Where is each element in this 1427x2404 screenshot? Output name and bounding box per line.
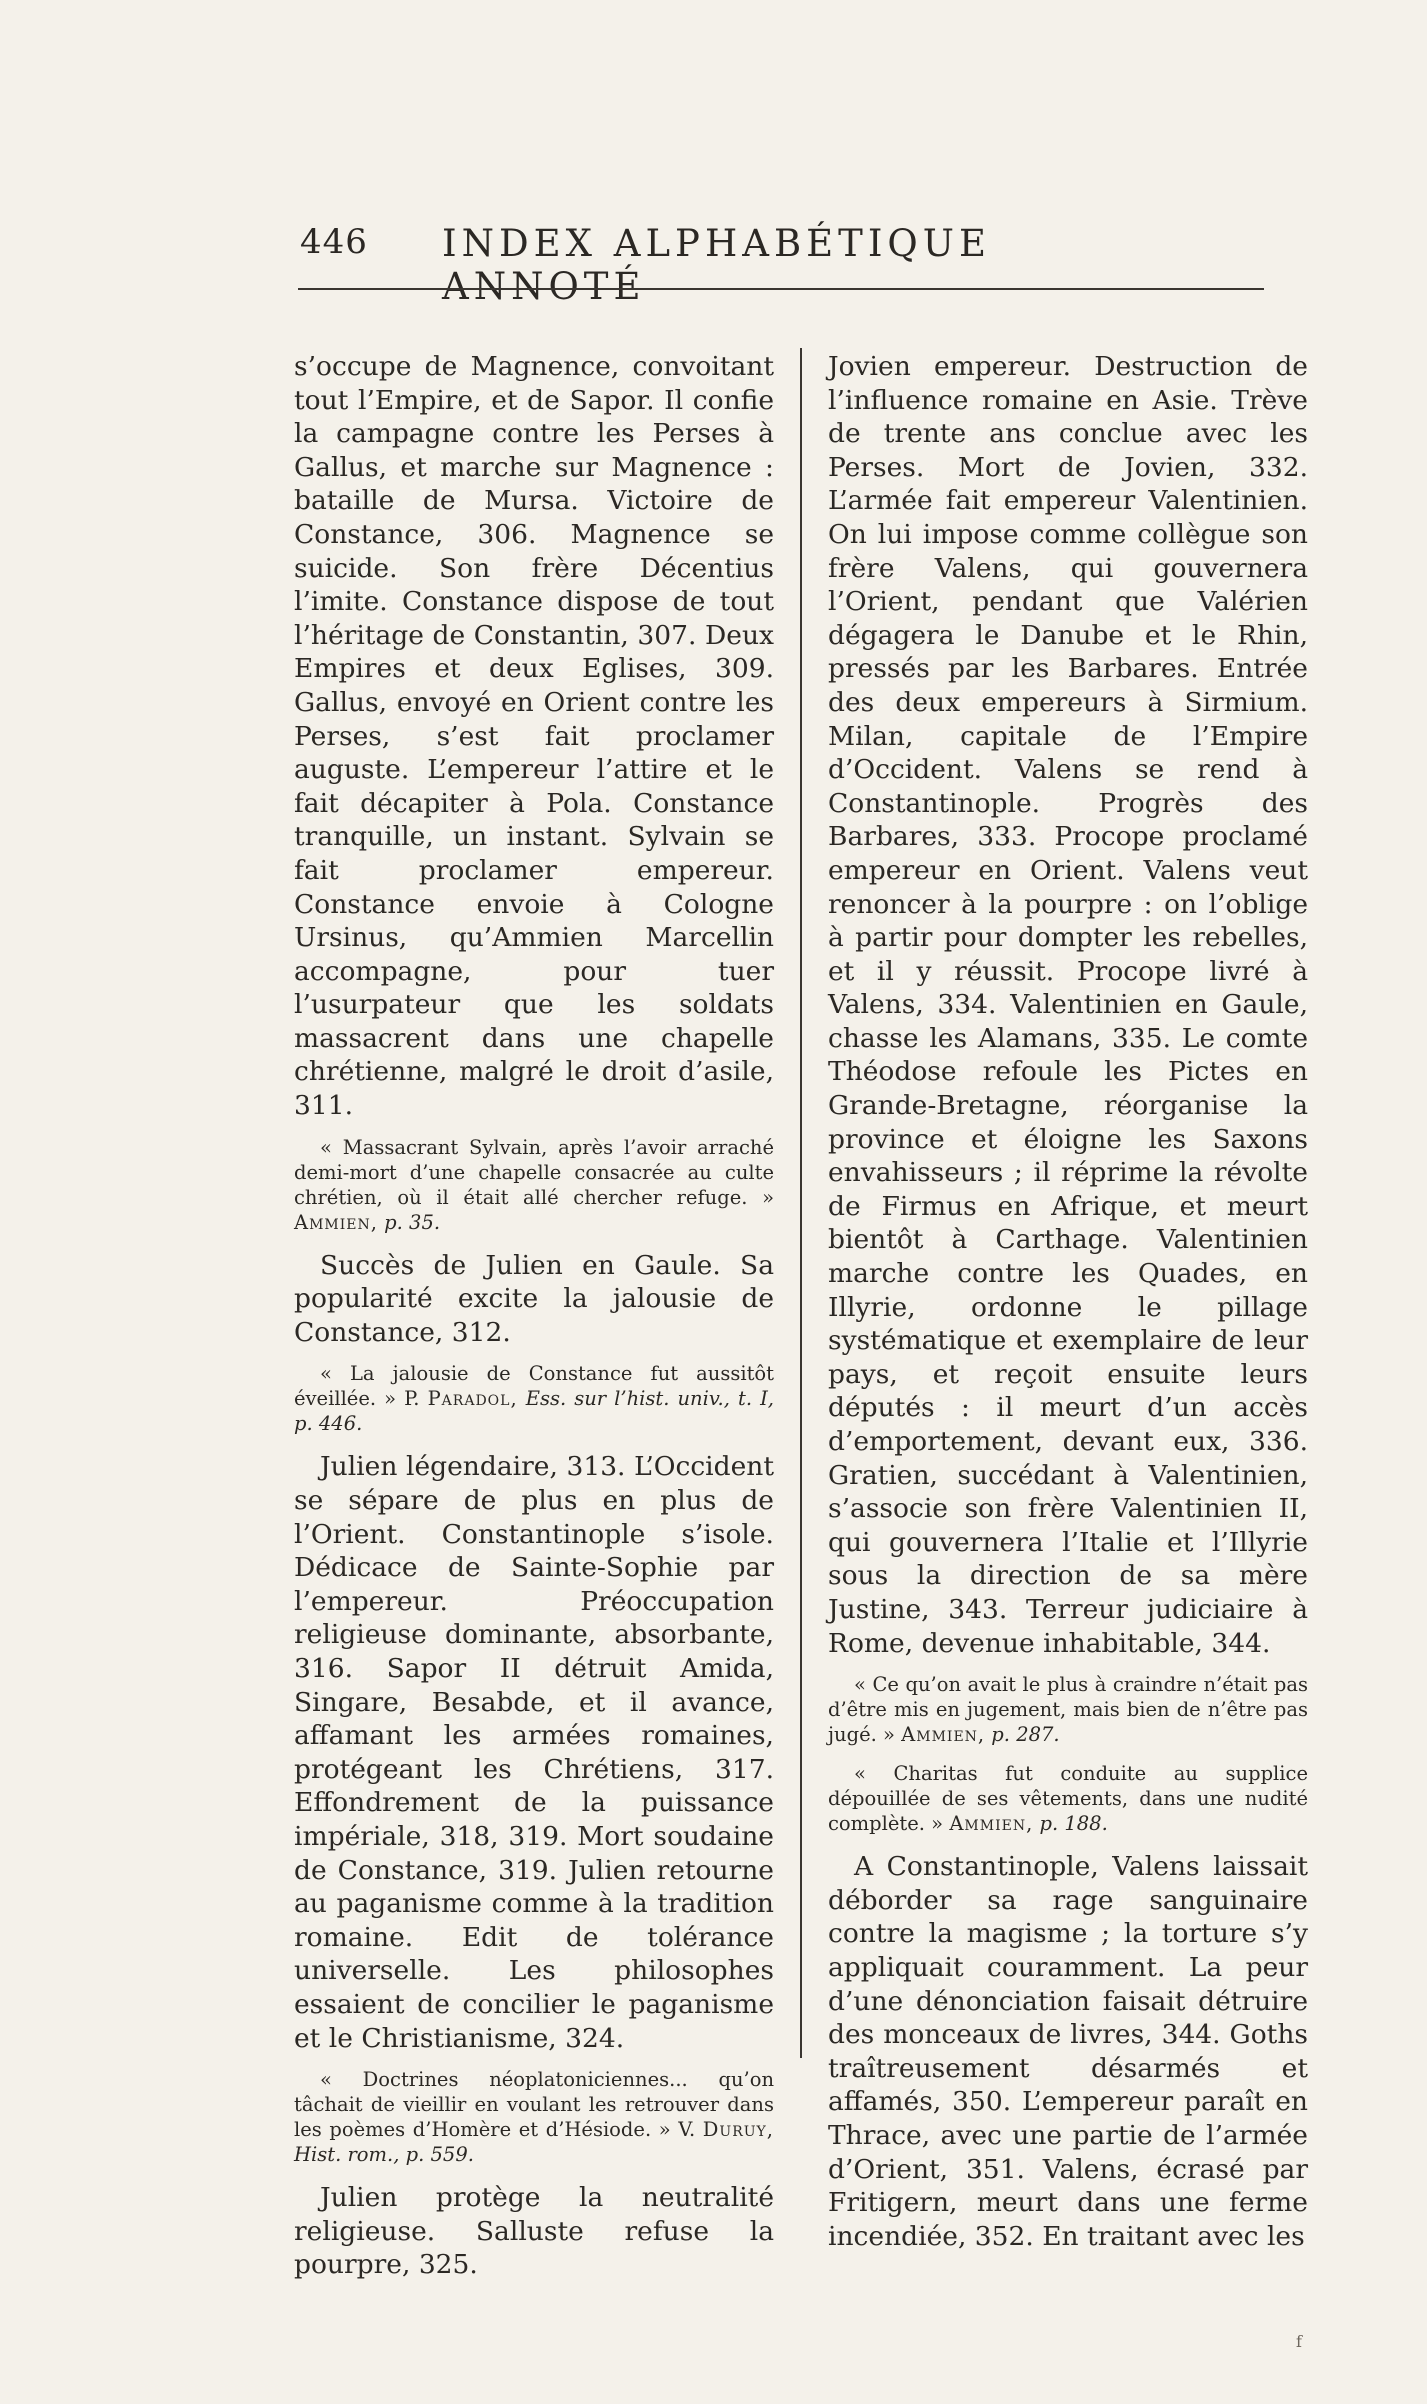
page-header bbox=[300, 222, 1200, 308]
right-quote-1-author: Ammien, bbox=[901, 1723, 986, 1747]
running-title: INDEX ALPHABÉTIQUE ANNOTÉ bbox=[442, 222, 991, 308]
left-quote-1-ref: p. 35. bbox=[377, 1210, 441, 1234]
right-quote-2-text: « Charitas fut conduite au supplice dépouillée de ses vêtements, dans une nudité complète. » bbox=[828, 1762, 1308, 1836]
left-quote-1-text: « Massacrant Sylvain, après l’avoir arraché demi-mort d’une chapelle consacrée au culte chrétien, où il était allé chercher refuge. » bbox=[294, 1135, 774, 1209]
right-paragraph-1: Jovien empereur. Destruction de l’influence romaine en Asie. Trève de trente ans conclue avec les Perses. Mort de Jovien, 332. L’armée fait empereur Valentinien. On lui impose comme collègue son frère Valens, qui gouvernera l’Orient, pendant que Valérien dégagera le Danube et le Rhin, pressés par les Barbares. Entrée des deux empereurs à Sirmium. Milan, capitale de l’Empire d’Occident. Valens se rend à Constantinople. Progrès des Barbares, 333. Procope proclamé empereur en Orient. Valens veut renoncer à la pourpre : on l’oblige à partir pour dompter les rebelles, et il y réussit. Procope livré à Valens, 334. Valentinien en Gaule, chasse les Alamans, 335. Le comte Théodose refoule les Pictes en Grande-Bretagne, réorganise la province et éloigne les Saxons envahisseurs ; il réprime la révolte de Firmus en Afrique, et meurt bientôt à Carthage. Valentinien marche contre les Quades, en Illyrie, ordonne le pillage systématique et exemplaire de leur pays, et reçoit ensuite leurs députés : il meurt d’un accès d’emportement, devant eux, 336. Gratien, succédant à Valentinien, s’associe son frère Valentinien II, qui gouvernera l’Italie et l’Illyrie sous la direction de sa mère Justine, 343. Terreur judiciaire à Rome, devenue inhabitable, 344. bbox=[828, 351, 1308, 1659]
left-paragraph-3: Julien légendaire, 313. L’Occident se sépare de plus en plus de l’Orient. Constantinople s’isole. Dédicace de Sainte-Sophie par l’empereur. Préoccupation religieuse dominante, absorbante, 316. Sapor II détruit Amida, Singare, Besabde, et il avance, affamant les armées romaines, protégeant les Chrétiens, 317. Effondrement de la puissance impériale, 318, 319. Mort soudaine de Constance, 319. Julien retourne au paganisme comme à la tradition romaine. Edit de tolérance universelle. Les philosophes essaient de concilier le paganisme et le Christianisme, 324. bbox=[294, 1451, 774, 2054]
column-divider bbox=[800, 348, 802, 2058]
left-quote-2-ref: Ess. sur l’hist. univ., t. I, p. 446. bbox=[294, 1387, 774, 1436]
right-quote-2-ref: p. 188. bbox=[1033, 1812, 1108, 1836]
left-quote-2-author: Paradol, bbox=[427, 1387, 518, 1411]
left-quote-3-ref: Hist. rom., p. 559. bbox=[294, 2143, 474, 2167]
left-quote-2-text: « La jalousie de Constance fut aussitôt éveillée. » P. bbox=[294, 1362, 774, 1411]
right-quote-1-ref: p. 287. bbox=[985, 1723, 1060, 1747]
left-paragraph-1: s’occupe de Magnence, convoitant tout l’Empire, et de Sapor. Il confie la campagne contre les Perses à Gallus, et marche sur Magnence : bataille de Mursa. Victoire de Constance, 306. Magnence se suicide. Son frère Décentius l’imite. Constance dispose de tout l’héritage de Constantin, 307. Deux Empires et deux Eglises, 309. Gallus, envoyé en Orient contre les Perses, s’est fait proclamer auguste. L’empereur l’attire et le fait décapiter à Pola. Constance tranquille, un instant. Sylvain se fait proclamer empereur. Constance envoie à Cologne Ursinus, qu’Ammien Marcellin accompagne, pour tuer l’usurpateur que les soldats massacrent dans une chapelle chrétienne, malgré le droit d’asile, 311. bbox=[294, 351, 774, 1122]
right-paragraph-2: A Constantinople, Valens laissait déborder sa rage sanguinaire contre la magisme ; la torture s’y appliquait couramment. La peur d’une dénonciation faisait détruire des monceaux de livres, 344. Goths traîtreusement désarmés et affamés, 350. L’empereur paraît en Thrace, avec une partie de l’armée d’Orient, 351. Valens, écrasé par Fritigern, meurt dans une ferme incendiée, 352. En traitant avec les bbox=[828, 1851, 1308, 2252]
left-column bbox=[294, 350, 774, 2282]
page-corner-mark: f bbox=[1296, 2332, 1302, 2351]
left-quote-1 bbox=[294, 1135, 774, 1235]
page-number: 446 bbox=[300, 222, 368, 262]
left-quote-3-text: « Doctrines néoplatoniciennes... qu’on tâchait de vieillir en voulant les retrouver dans les poèmes d’Homère et d’Hésiode. » V. bbox=[294, 2068, 774, 2142]
left-quote-3-author: Duruy, bbox=[702, 2118, 774, 2142]
left-quote-1-author: Ammien, bbox=[294, 1210, 378, 1234]
left-paragraph-4: Julien protège la neutralité religieuse. Salluste refuse la pourpre, 325. bbox=[294, 2182, 774, 2281]
right-quote-2-author: Ammien, bbox=[949, 1812, 1034, 1836]
right-quote-1 bbox=[828, 1672, 1308, 1747]
right-column bbox=[828, 350, 1308, 2253]
right-quote-2 bbox=[828, 1761, 1308, 1836]
left-quote-2 bbox=[294, 1361, 774, 1436]
left-quote-3 bbox=[294, 2067, 774, 2167]
header-rule bbox=[298, 288, 1264, 290]
left-paragraph-2: Succès de Julien en Gaule. Sa popularité excite la jalousie de Constance, 312. bbox=[294, 1249, 774, 1348]
right-quote-1-text: « Ce qu’on avait le plus à craindre n’était pas d’être mis en jugement, mais bien de n’être pas jugé. » bbox=[828, 1673, 1308, 1747]
